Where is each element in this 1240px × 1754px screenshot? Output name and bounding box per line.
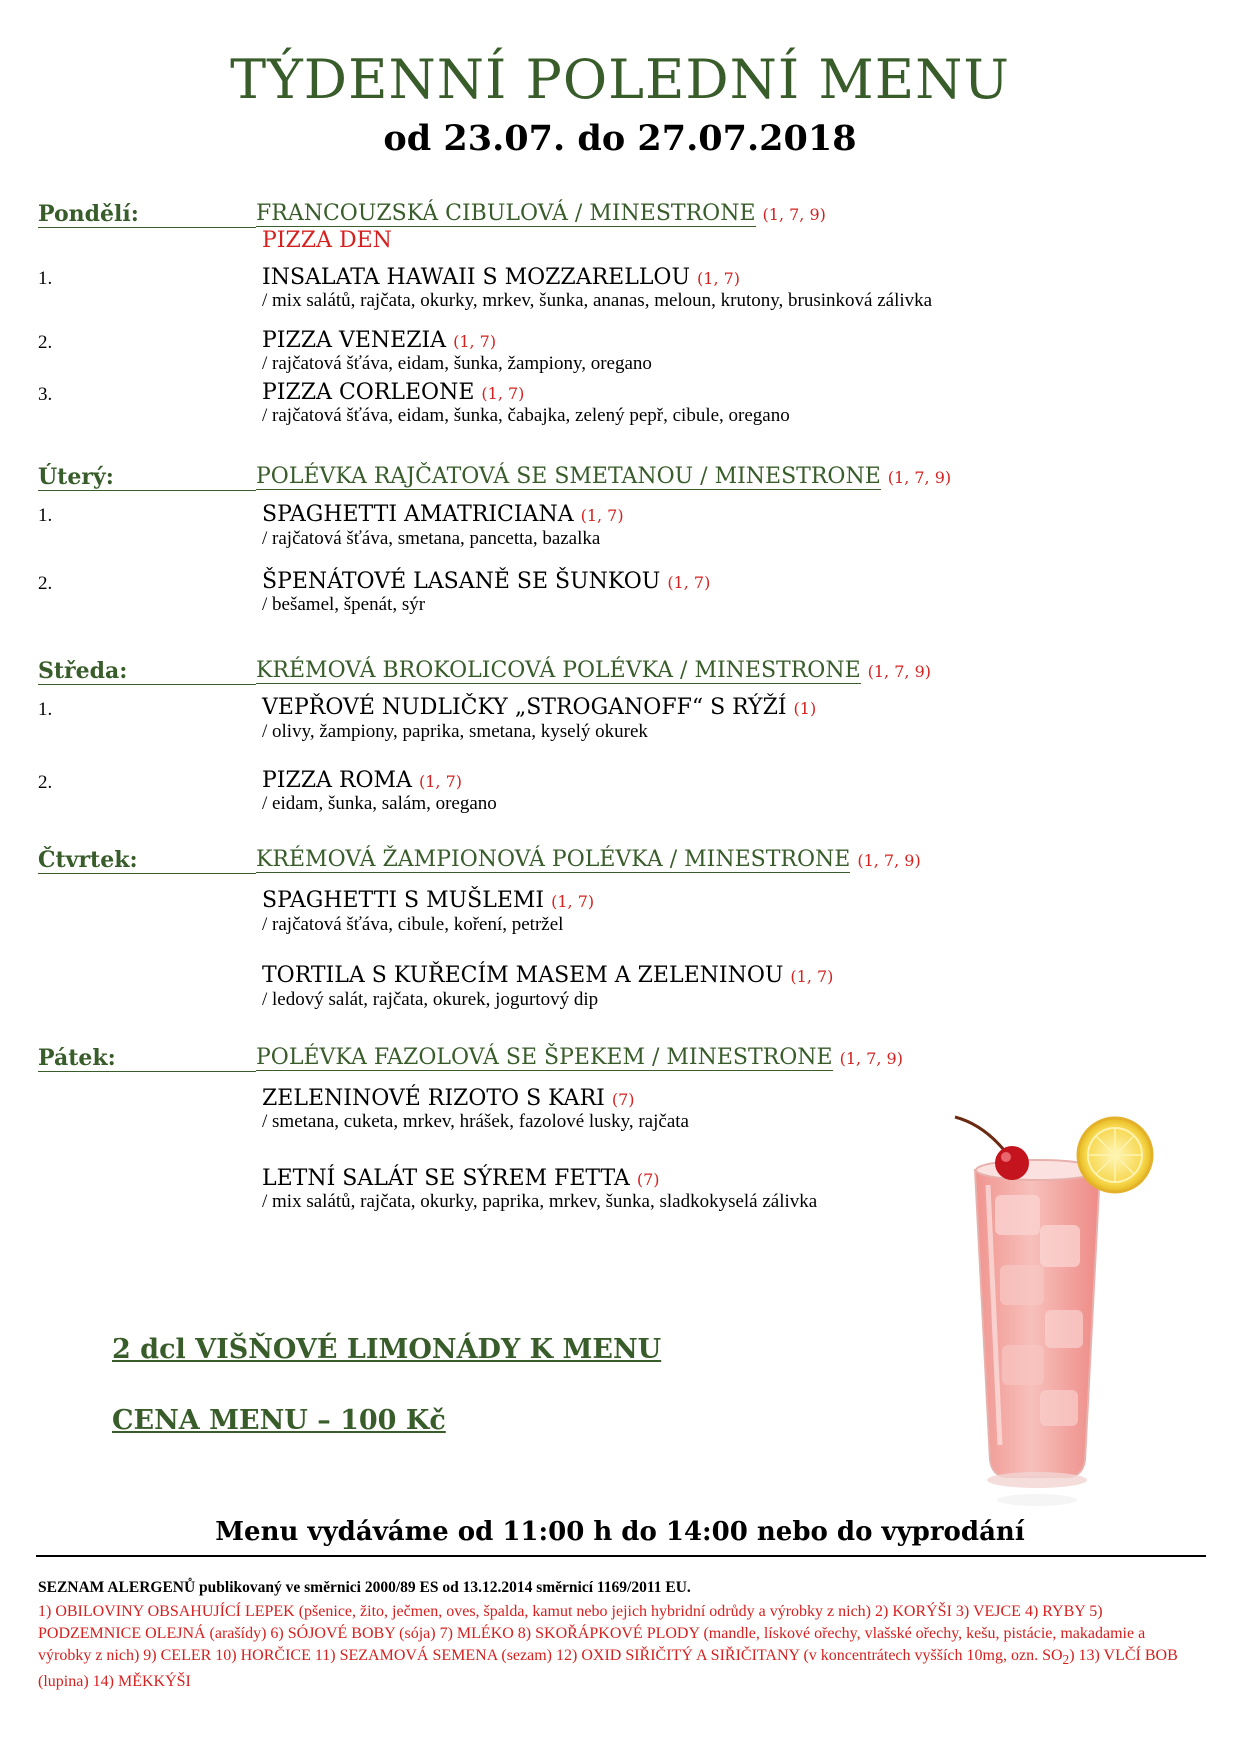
day-label-wednesday: Středa: <box>38 658 256 685</box>
dish-description: / smetana, cuketa, mrkev, hrášek, fazolové lusky, rajčata <box>262 1111 689 1132</box>
soup-thursday <box>256 847 921 874</box>
soup-allergens: (1, 7, 9) <box>762 205 826 224</box>
soup-tuesday <box>256 464 951 491</box>
day-label-friday: Pátek: <box>38 1045 256 1072</box>
dish-number: 2. <box>38 332 53 353</box>
soup-name: KRÉMOVÁ BROKOLICOVÁ POLÉVKA / MINESTRONE <box>256 658 861 683</box>
allergen-list-text-end: ) 13) VLČÍ BOB (lupina) 14) MĚKKÝŠI <box>38 1647 1178 1691</box>
dish-allergens: (1, 7) <box>697 269 741 288</box>
soup-name: POLÉVKA RAJČATOVÁ SE SMETANOU / MINESTRONE <box>256 464 881 489</box>
dish-description: / rajčatová šťáva, cibule, koření, petržel <box>262 914 564 935</box>
dish-name: PIZZA VENEZIA <box>262 328 447 353</box>
soup-allergens: (1, 7, 9) <box>839 1049 903 1068</box>
allergen-list <box>38 1601 1198 1693</box>
day-label-tuesday: Úterý: <box>38 464 256 491</box>
date-range: od 23.07. do 27.07.2018 <box>383 118 857 159</box>
dish-description: / rajčatová šťáva, eidam, šunka, žampiony, oregano <box>262 353 652 374</box>
dish-allergens: (1, 7) <box>551 892 595 911</box>
dish-title <box>262 502 624 529</box>
dish-title <box>262 380 524 407</box>
dish-name: VEPŘOVÉ NUDLIČKY „STROGANOFF“ S RÝŽÍ <box>262 695 787 720</box>
serving-hours: Menu vydáváme od 11:00 h do 14:00 nebo do vyprodání <box>215 1517 1025 1547</box>
dish-name: ŠPENÁTOVÉ LASANĚ SE ŠUNKOU <box>262 569 661 594</box>
dish-number: 1. <box>38 505 53 526</box>
soup-allergens: (1, 7, 9) <box>887 468 952 487</box>
dish-allergens: (1) <box>793 699 817 718</box>
dish-title <box>262 1166 660 1193</box>
drink-offer: 2 dcl VIŠŇOVÉ LIMONÁDY K MENU <box>112 1334 662 1365</box>
dish-allergens: (7) <box>636 1170 660 1189</box>
dish-number: 1. <box>38 699 53 720</box>
dish-name: SPAGHETTI S MUŠLEMI <box>262 888 545 913</box>
soup-name: POLÉVKA FAZOLOVÁ SE ŠPEKEM / MINESTRONE <box>256 1045 833 1070</box>
dish-number: 2. <box>38 772 53 793</box>
dish-description: / rajčatová šťáva, eidam, šunka, čabajka, zelený pepř, cibule, oregano <box>262 405 790 426</box>
dish-allergens: (1, 7) <box>453 332 497 351</box>
dish-number: 3. <box>38 384 53 405</box>
dish-number: 1. <box>38 268 53 289</box>
allergen-subscript: 2 <box>1062 1652 1070 1668</box>
dish-allergens: (1, 7) <box>418 772 462 791</box>
dish-title <box>262 695 816 722</box>
soup-monday <box>256 201 826 228</box>
dish-title <box>262 888 594 915</box>
dish-title <box>262 569 710 596</box>
day-label-monday: Pondělí: <box>38 201 256 228</box>
dish-name: PIZZA CORLEONE <box>262 380 475 405</box>
soup-wednesday <box>256 658 931 685</box>
cherry-lemonade-glass-icon <box>950 1115 1160 1515</box>
dish-name: ZELENINOVÉ RIZOTO S KARI <box>262 1086 605 1111</box>
allergen-list-text: 1) OBILOVINY OBSAHUJÍCÍ LEPEK (pšenice, žito, ječmen, oves, špalda, kamut nebo jejich hybridní odrůdy a výrobky z nich) 2) KORÝŠI 3) VEJCE 4) RYBY 5) PODZEMNICE OLEJNÁ (arašídy) 6) SÓJOVÉ BOBY (sója) 7) MLÉKO 8) SKOŘÁPKOVÉ PLODY (mandle, lískové ořechy, vlašské ořechy, kešu, pistácie, makadamie a výrobky z nich) 9) CELER 10) HORČICE 11) SEZAMOVÁ SEMENA (sezam) 12) OXID SIŘIČITÝ A SIŘIČITANY (v koncentrátech vyšších 10mg, ozn. SO <box>38 1603 1146 1664</box>
page-title: TÝDENNÍ POLEDNÍ MENU <box>230 48 1010 111</box>
soup-friday <box>256 1045 903 1072</box>
dish-allergens: (1, 7) <box>667 573 711 592</box>
dish-allergens: (1, 7) <box>580 506 624 525</box>
day-label-thursday: Čtvrtek: <box>38 847 256 874</box>
dish-description: / mix salátů, rajčata, okurky, paprika, mrkev, šunka, sladkokyselá zálivka <box>262 1191 818 1212</box>
dish-allergens: (7) <box>611 1090 635 1109</box>
soup-name: FRANCOUZSKÁ CIBULOVÁ / MINESTRONE <box>256 201 756 226</box>
dish-allergens: (1, 7) <box>481 384 525 403</box>
dish-description: / olivy, žampiony, paprika, smetana, kyselý okurek <box>262 721 648 742</box>
soup-allergens: (1, 7, 9) <box>867 662 931 681</box>
menu-price: CENA MENU – 100 Kč <box>112 1405 446 1436</box>
dish-name: SPAGHETTI AMATRICIANA <box>262 502 574 527</box>
soup-allergens: (1, 7, 9) <box>857 851 921 870</box>
dish-description: / bešamel, špenát, sýr <box>262 594 426 615</box>
dish-description: / ledový salát, rajčata, okurek, jogurtový dip <box>262 989 599 1010</box>
dish-number: 2. <box>38 573 53 594</box>
dish-allergens: (1, 7) <box>790 967 834 986</box>
soup-name: KRÉMOVÁ ŽAMPIONOVÁ POLÉVKA / MINESTRONE <box>256 847 851 872</box>
dish-name: TORTILA S KUŘECÍM MASEM A ZELENINOU <box>262 963 784 988</box>
dish-title <box>262 768 462 795</box>
dish-name: INSALATA HAWAII S MOZZARELLOU <box>262 265 691 290</box>
special-monday: PIZZA DEN <box>262 228 392 253</box>
divider <box>36 1555 1206 1557</box>
dish-title <box>262 328 496 355</box>
dish-title <box>262 963 833 990</box>
dish-name: PIZZA ROMA <box>262 768 412 793</box>
allergen-heading: SEZNAM ALERGENŮ publikovaný ve směrnici 2000/89 ES od 13.12.2014 směrnicí 1169/2011 EU. <box>38 1579 691 1596</box>
dish-description: / rajčatová šťáva, smetana, pancetta, bazalka <box>262 528 601 549</box>
dish-title <box>262 1086 635 1113</box>
dish-title <box>262 265 740 292</box>
dish-description: / eidam, šunka, salám, oregano <box>262 793 497 814</box>
dish-name: LETNÍ SALÁT SE SÝREM FETTA <box>262 1166 630 1191</box>
dish-description: / mix salátů, rajčata, okurky, mrkev, šunka, ananas, meloun, krutony, brusinková zálivka <box>262 290 933 311</box>
